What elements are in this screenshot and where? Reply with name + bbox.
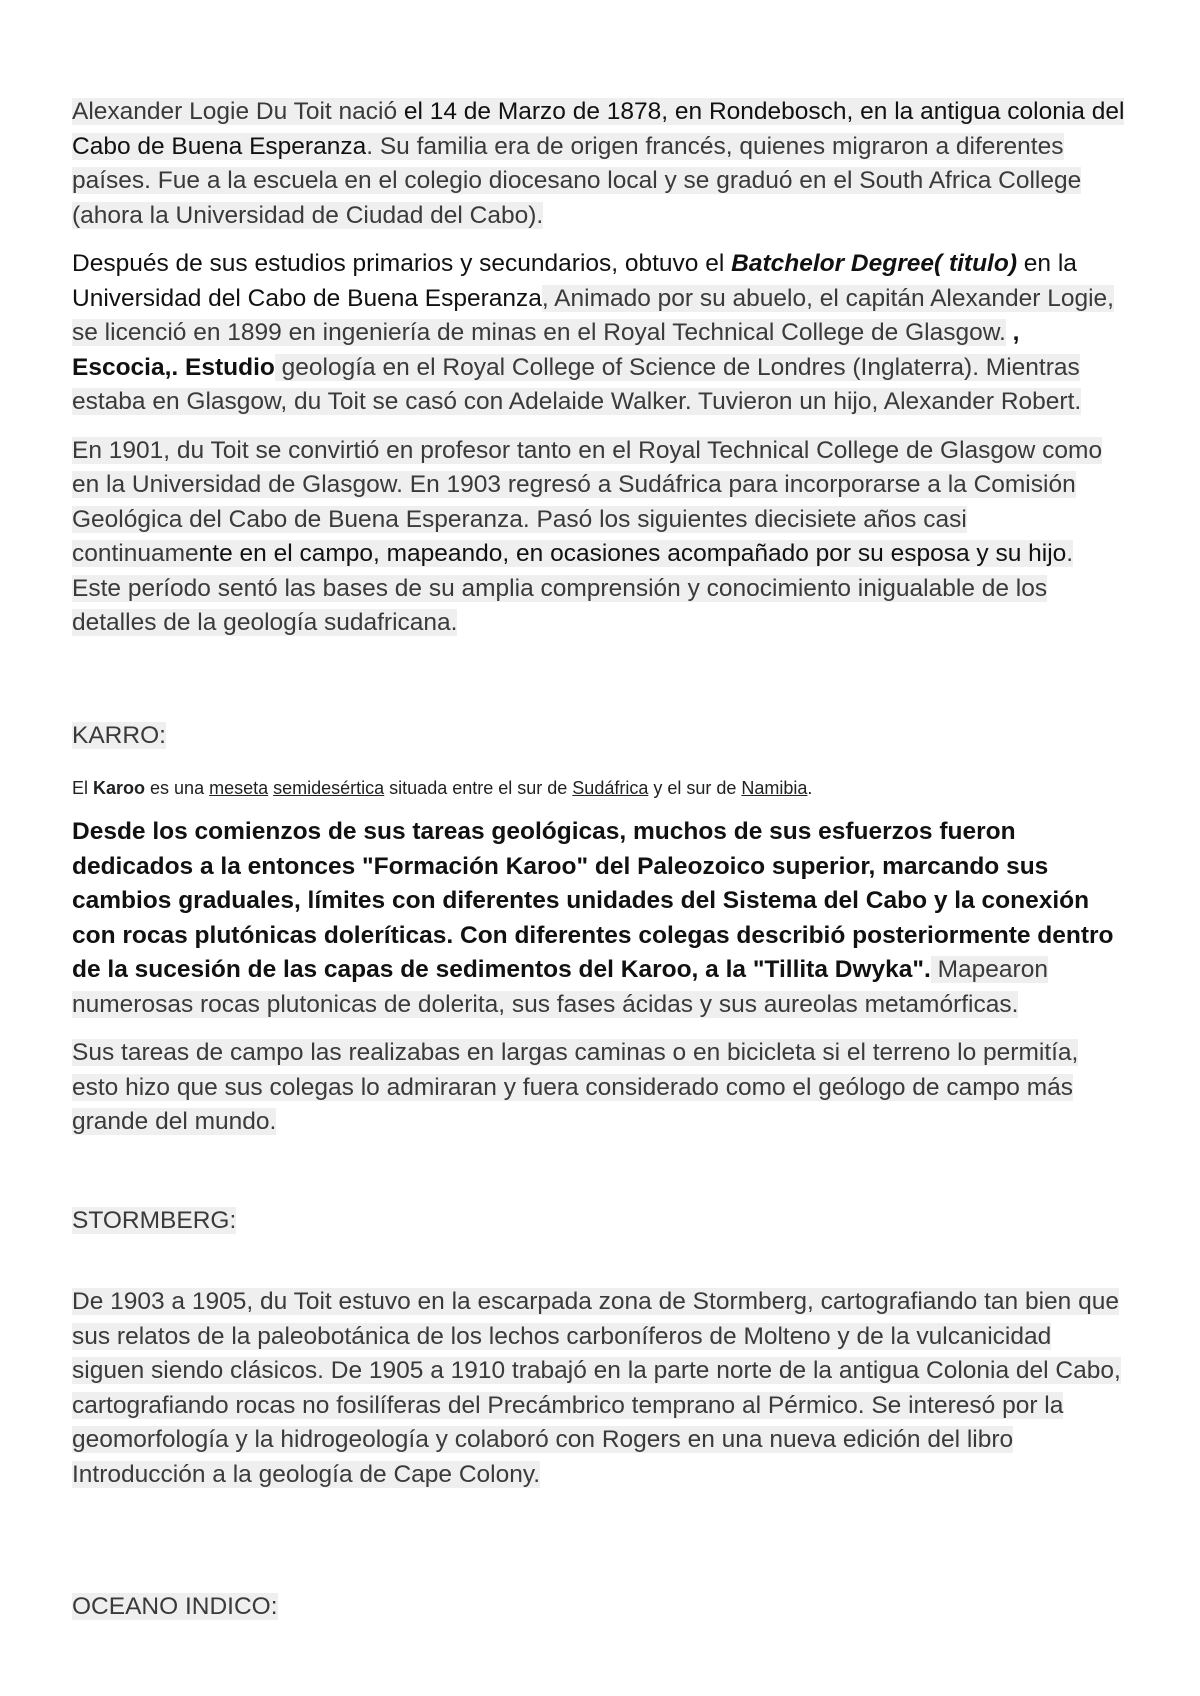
- link-sudafrica[interactable]: Sudáfrica: [572, 778, 649, 798]
- text-span: Mapearon numerosas rocas plutonicas de dolerita, sus fases ácidas y sus aureolas metamórficas.: [72, 956, 1048, 1018]
- text-span: Sus tareas de campo las realizabas en largas caminas o en bicicleta si el terreno lo permitía, esto hizo que sus colegas lo admiraran y fuera considerado como el geólogo de campo más grande del mundo.: [72, 1039, 1079, 1135]
- paragraph-fieldwork: [72, 1036, 1128, 1140]
- text-span-dark: el 14 de Marzo de 1878, en Rondebosch, en la antigua colonia del Cabo de Buena Esperanza: [72, 98, 1125, 160]
- paragraph-career: [72, 434, 1128, 641]
- paragraph-studies: [72, 247, 1128, 420]
- paragraph-karoo-formation: [72, 815, 1128, 1022]
- text-span-dark: nte en el campo, mapeando, en ocasiones acompañado por su esposa y su hijo: [198, 540, 1067, 567]
- heading-text: KARRO:: [72, 721, 166, 749]
- heading-oceano-indico: [72, 1590, 1128, 1625]
- text-span-bold: Karoo: [93, 778, 146, 798]
- link-namibia[interactable]: Namibia: [741, 778, 808, 798]
- text-span: . Este período sentó las bases de su amplia comprensión y conocimiento inigualable de los detalles de la geología sudafricana.: [72, 540, 1074, 636]
- text-span-bold: , Escocia,. Estudio: [72, 319, 1020, 381]
- heading-text: STORMBERG:: [72, 1206, 237, 1234]
- text-span-bold-italic: Batchelor Degree( titulo): [731, 250, 1017, 277]
- text-span-dark: Después de sus estudios primarios y secundarios, obtuvo el: [72, 250, 732, 277]
- text-span: Alexander Logie Du Toit nació: [72, 98, 404, 125]
- text-span-dark: en la Universidad del Cabo de Buena Esperanza: [72, 250, 1077, 312]
- text-span: El: [72, 778, 94, 798]
- text-span-bold: Desde los comienzos de sus tareas geológicas, muchos de sus esfuerzos fueron dedicados a la entonces "Formación Karoo" del Paleozoico superior, marcando sus cambios graduales, límites con diferentes unidades del Sistema del Cabo y la conexión con rocas plutónicas doleríticas. Con diferentes colegas describió posteriormente dentro de la sucesión de las capas de sedimentos del Karoo, a la "Tillita Dwyka".: [72, 818, 1114, 983]
- text-span: .: [807, 778, 813, 798]
- link-meseta[interactable]: meseta: [209, 778, 269, 798]
- text-span: y el sur de: [648, 778, 742, 798]
- text-span: , Animado por su abuelo, el capitán Alexander Logie, se licenció en 1899 en ingeniería de minas en el Royal Technical College de Glasgow.: [72, 284, 1114, 346]
- text-span: De 1903 a 1905, du Toit estuvo en la escarpada zona de Stormberg, cartografiando tan bien que sus relatos de la paleobotánica de los lechos carboníferos de Molteno y de la vulcanicidad siguen siendo clásicos. De 1905 a 1910 trabajó en la parte norte de la antigua Colonia del Cabo, cartografiando rocas no fosilíferas del Precámbrico temprano al Pérmico. Se interesó por la geomorfología y la hidrogeología y colaboró con Rogers en una nueva edición del libro Introducción a la geología de Cape Colony.: [72, 1288, 1121, 1488]
- text-span: situada entre el sur de: [384, 778, 573, 798]
- heading-karro: [72, 719, 1128, 754]
- paragraph-birth: [72, 95, 1128, 233]
- paragraph-karoo-definition: [72, 775, 1128, 801]
- paragraph-stormberg: [72, 1285, 1128, 1492]
- link-semidesertica[interactable]: semidesértica: [273, 778, 385, 798]
- text-span: geología en el Royal College of Science de Londres (Inglaterra). Mientras estaba en Glasgow, du Toit se casó con Adelaide Walker. Tuvieron un hijo, Alexander Robert.: [72, 353, 1082, 415]
- heading-stormberg: [72, 1204, 1128, 1239]
- heading-text: OCEANO INDICO:: [72, 1593, 278, 1620]
- text-span: . Su familia era de origen francés, quienes migraron a diferentes países. Fue a la escuela en el colegio diocesano local y se graduó en el South Africa College (ahora la Universidad de Ciudad del Cabo).: [72, 132, 1082, 229]
- text-span: es una: [145, 778, 210, 798]
- text-span: En 1901, du Toit se convirtió en profesor tanto en el Royal Technical College de Glasgow como en la Universidad de Glasgow. En 1903 regresó a Sudáfrica para incorporarse a la Comisión Geológica del Cabo de Buena Esperanza. Pasó los siguientes diecisiete años casi continuame: [72, 436, 1103, 567]
